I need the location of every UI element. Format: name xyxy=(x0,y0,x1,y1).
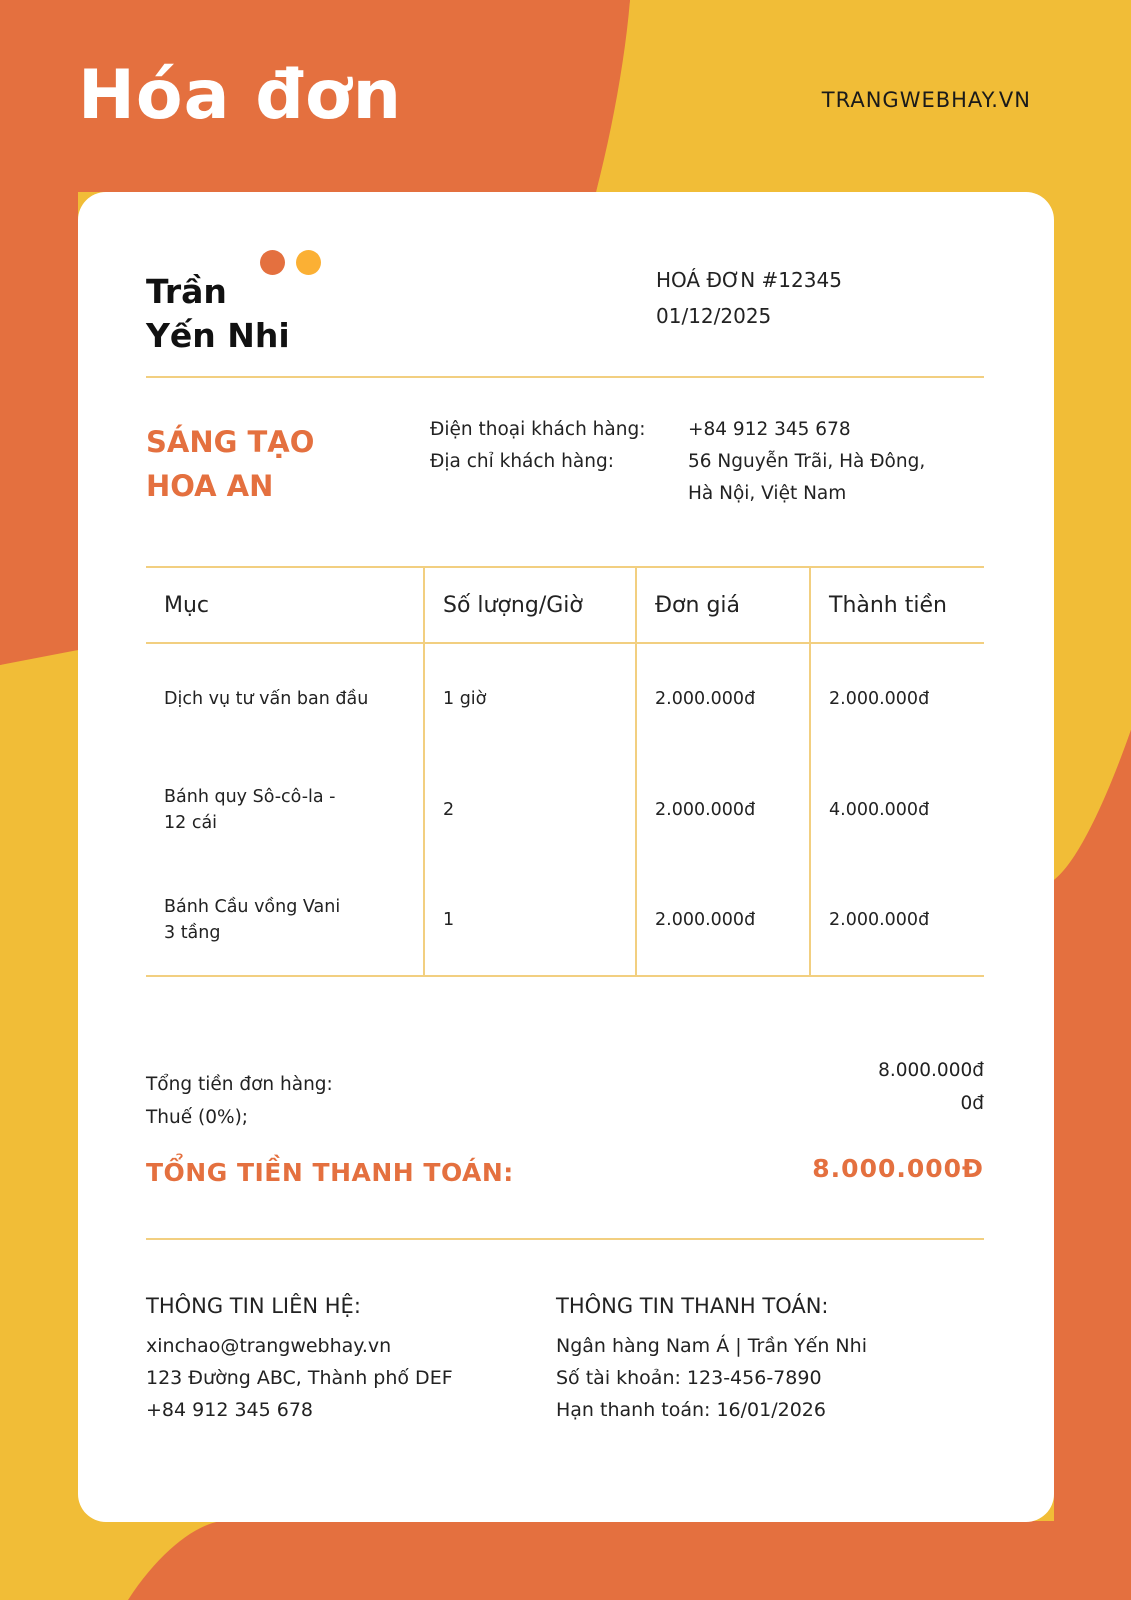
cell-qty: 2 xyxy=(424,754,636,865)
customer-labels xyxy=(430,414,645,478)
column-header-total: Thành tiền xyxy=(810,567,984,643)
cell-price: 2.000.000đ xyxy=(636,643,810,754)
table-row xyxy=(146,643,984,754)
cell-item: Bánh quy Sô-cô-la - 12 cái xyxy=(164,786,336,833)
customer-company xyxy=(146,420,314,508)
address-line1: 56 Nguyễn Trãi, Hà Đông, xyxy=(688,451,926,472)
payment-heading: THÔNG TIN THANH TOÁN: xyxy=(556,1294,829,1318)
invoice-card xyxy=(78,192,1054,1522)
customer-values xyxy=(688,414,925,510)
company-line1: SÁNG TẠO xyxy=(146,425,315,459)
cell-total: 2.000.000đ xyxy=(810,643,984,754)
cell-price: 2.000.000đ xyxy=(636,865,810,976)
cell-item: Dịch vụ tư vấn ban đầu xyxy=(164,689,369,709)
payment-bank: Ngân hàng Nam Á | Trần Yến Nhi xyxy=(556,1335,867,1357)
payment-due: Hạn thanh toán: 16/01/2026 xyxy=(556,1399,826,1421)
contact-phone: +84 912 345 678 xyxy=(146,1399,314,1421)
phone-label: Điện thoại khách hàng: xyxy=(430,419,646,440)
payment-account: Số tài khoản: 123-456-7890 xyxy=(556,1367,822,1389)
issuer-name xyxy=(146,270,290,358)
grand-total-value: 8.000.000Đ xyxy=(812,1154,984,1183)
issuer-name-line2: Yến Nhi xyxy=(146,316,290,355)
divider xyxy=(146,1238,984,1240)
table-row xyxy=(146,865,984,976)
cell-total: 4.000.000đ xyxy=(810,754,984,865)
invoice-number: HOÁ ĐƠN #12345 xyxy=(656,268,842,292)
column-header-qty: Số lượng/Giờ xyxy=(424,567,636,643)
tax-value: 0đ xyxy=(960,1093,984,1114)
column-header-price: Đơn giá xyxy=(636,567,810,643)
address-label: Địa chỉ khách hàng: xyxy=(430,451,614,472)
divider xyxy=(146,376,984,378)
decorative-dot-orange-icon xyxy=(260,250,285,275)
summary-values xyxy=(878,1054,984,1120)
cell-qty: 1 giờ xyxy=(424,643,636,754)
tax-label: Thuế (0%); xyxy=(146,1107,249,1128)
table-header-row xyxy=(146,567,984,643)
payment-info xyxy=(556,1290,867,1426)
contact-address: 123 Đường ABC, Thành phố DEF xyxy=(146,1367,453,1389)
cell-total: 2.000.000đ xyxy=(810,865,984,976)
company-line2: HOA AN xyxy=(146,469,274,503)
summary-labels xyxy=(146,1068,333,1134)
items-table xyxy=(146,566,984,977)
cell-price: 2.000.000đ xyxy=(636,754,810,865)
invoice-meta xyxy=(656,262,842,334)
contact-info xyxy=(146,1290,453,1426)
cell-item: Bánh Cầu vồng Vani 3 tầng xyxy=(146,865,424,976)
page-title: Hóa đơn xyxy=(78,56,402,135)
address-line2: Hà Nội, Việt Nam xyxy=(688,483,847,504)
site-name: TRANGWEBHAY.VN xyxy=(821,88,1031,112)
subtotal-label: Tổng tiền đơn hàng: xyxy=(146,1074,333,1095)
cell-qty: 1 xyxy=(424,865,636,976)
subtotal-value: 8.000.000đ xyxy=(878,1060,984,1081)
contact-heading: THÔNG TIN LIÊN HỆ: xyxy=(146,1294,361,1318)
column-header-item: Mục xyxy=(146,567,424,643)
phone-value: +84 912 345 678 xyxy=(688,419,851,440)
issuer-name-line1: Trần xyxy=(146,272,227,311)
contact-email[interactable]: xinchao@trangwebhay.vn xyxy=(146,1335,392,1357)
invoice-date: 01/12/2025 xyxy=(656,304,772,328)
decorative-dot-yellow-icon xyxy=(296,250,321,275)
grand-total-label: TỔNG TIỀN THANH TOÁN: xyxy=(146,1158,514,1187)
table-row xyxy=(146,754,984,865)
